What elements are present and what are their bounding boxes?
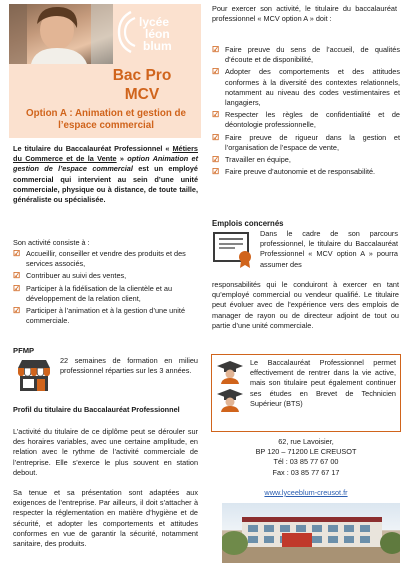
list-item-text: Faire preuve de rigueur dans la gestion et l’organisation de l’espace de vente, bbox=[225, 132, 400, 152]
check-icon: ☑ bbox=[13, 271, 21, 281]
title-line-2: MCV bbox=[124, 86, 160, 103]
list-item bbox=[212, 133, 400, 153]
graduate-icon bbox=[216, 360, 244, 384]
list-item bbox=[212, 67, 400, 108]
list-item bbox=[13, 249, 203, 269]
logo-line-3: blum bbox=[143, 39, 172, 53]
list-item bbox=[13, 271, 203, 281]
check-icon: ☑ bbox=[13, 249, 21, 258]
profil-title: Profil du titulaire du Baccalauréat Professionnel bbox=[13, 405, 180, 414]
check-icon: ☑ bbox=[13, 306, 21, 316]
pfmp-title: PFMP bbox=[13, 346, 35, 355]
profil-paragraph-1: L’activité du titulaire de ce diplôme peut se dérouler sur des horaires variables, avec une certaine amplitude, en relation avec le rythme de l’activité commerciale de l’entreprise. Elle s’exerce le plus souvent en station debout. bbox=[13, 427, 198, 477]
list-item-text: Faire preuve d’autonomie et de responsabilité. bbox=[225, 167, 376, 177]
list-item-text: Respecter les règles de confidentialité et de déontologie professionnelle, bbox=[225, 110, 400, 130]
list-item-text: Faire preuve du sens de l’accueil, de qualités d’écoute et de disponibilité, bbox=[225, 45, 400, 65]
website-link[interactable]: www.lyceeblum-creusot.fr bbox=[264, 488, 348, 497]
logo-line-2: léon bbox=[145, 27, 170, 41]
intro-part-1: Le titulaire du Baccalauréat Professionnel « bbox=[13, 144, 173, 153]
emplois-text-1: Dans le cadre de son parcours professionnel, le titulaire du Baccalauréat Professionnel « MCV option A » pourra assumer des bbox=[260, 229, 398, 269]
intro-paragraph bbox=[13, 144, 198, 205]
school-logo-text bbox=[139, 16, 199, 52]
header-box bbox=[9, 4, 201, 138]
activity-lead: Son activité consiste à : bbox=[13, 238, 90, 247]
list-item bbox=[13, 306, 203, 326]
list-item-text: Travailler en équipe, bbox=[225, 155, 291, 165]
list-item-text: Contribuer au suivi des ventes, bbox=[26, 271, 127, 281]
school-building-photo bbox=[222, 503, 400, 563]
profil-paragraph-2: Sa tenue et sa présentation sont adaptées aux exigences de l’entreprise. Par ailleurs, il doit s’attacher à respecter la réglementation en matière d’hygiène et de sécurité, et adopter les comportements et attitudes conformes en vue de garantir la sécurité, notamment sanitaire, des produits. bbox=[13, 488, 198, 549]
qualities-lead: Pour exercer son activité, le titulaire du baccalauréat professionnel « MCV option A » doit : bbox=[212, 4, 397, 24]
list-item bbox=[212, 167, 400, 177]
student-photo bbox=[9, 4, 113, 64]
list-item bbox=[212, 45, 400, 65]
shop-icon bbox=[16, 358, 52, 392]
fax-number: Fax : 03 85 77 67 17 bbox=[272, 467, 340, 477]
check-icon: ☑ bbox=[212, 155, 220, 165]
intro-diploma-name: Métiers du Commerce et de la Vente bbox=[13, 144, 198, 164]
check-icon: ☑ bbox=[212, 132, 220, 142]
list-item-text: Accueillir, conseiller et vendre des produits et des services associés, bbox=[26, 249, 186, 269]
address-bp: BP 120 – 71200 LE CREUSOT bbox=[255, 447, 357, 457]
emplois-text-2: responsabilités qui le conduiront à exercer en tant qu’employé commercial ou vendeur qualifié. Le titulaire peut évoluer avec de l’expérience vers des emplois de manager de rayon ou de directeur adjoint de tout ou partie d’une unité commerciale. bbox=[212, 280, 399, 330]
emplois-title: Emplois concernés bbox=[212, 219, 284, 228]
address-street: 62, rue Lavoisier, bbox=[278, 437, 334, 446]
activity-list bbox=[13, 249, 203, 328]
list-item bbox=[212, 110, 400, 130]
address-block bbox=[212, 437, 400, 478]
check-icon: ☑ bbox=[212, 167, 220, 177]
list-item-text: Participer à la fidélisation de la clientèle et au développement de la relation client, bbox=[26, 283, 173, 303]
check-icon: ☑ bbox=[212, 67, 220, 77]
graduate-icon bbox=[216, 388, 244, 412]
check-icon: ☑ bbox=[212, 45, 220, 54]
list-item-text: Participer à l’animation et à la gestion d’une unité commerciale. bbox=[26, 306, 186, 326]
logo-mark bbox=[117, 10, 137, 54]
intro-part-2: » bbox=[116, 154, 128, 164]
list-item-text: Adopter des comportements et des attitudes conformes à la diversité des contextes relationnels, notamment au niveau des codes vestimentaires et langagiers, bbox=[225, 67, 400, 108]
logo-line-1: lycée bbox=[139, 15, 170, 29]
option-title: Option A : Animation et gestion de l’espace commercial bbox=[25, 108, 186, 131]
bts-text: Le Baccalauréat Professionnel permet effectivement de rentrer dans la vie active, mais son titulaire peut également continuer ses études en Brevet de Technicien Supérieur (BTS) bbox=[250, 358, 396, 408]
intro-part-3: est un employé commercial qui intervient au sein d’une unité commerciale, physique ou à distance, de toute taille, généraliste ou spécialisée. bbox=[13, 164, 198, 205]
list-item bbox=[13, 284, 203, 304]
title-line-1: Bac Pro bbox=[112, 67, 172, 84]
intro-option: option Animation et gestion de l’espace commercial bbox=[13, 154, 199, 174]
qualities-list bbox=[212, 45, 400, 179]
pfmp-text: 22 semaines de formation en milieu professionnel réparties sur les 3 années. bbox=[60, 356, 198, 376]
phone-number: Tél : 03 85 77 67 00 bbox=[273, 457, 339, 467]
check-icon: ☑ bbox=[13, 283, 21, 293]
list-item bbox=[212, 155, 400, 165]
check-icon: ☑ bbox=[212, 110, 220, 120]
diploma-icon bbox=[213, 231, 255, 269]
page-title bbox=[87, 66, 197, 104]
